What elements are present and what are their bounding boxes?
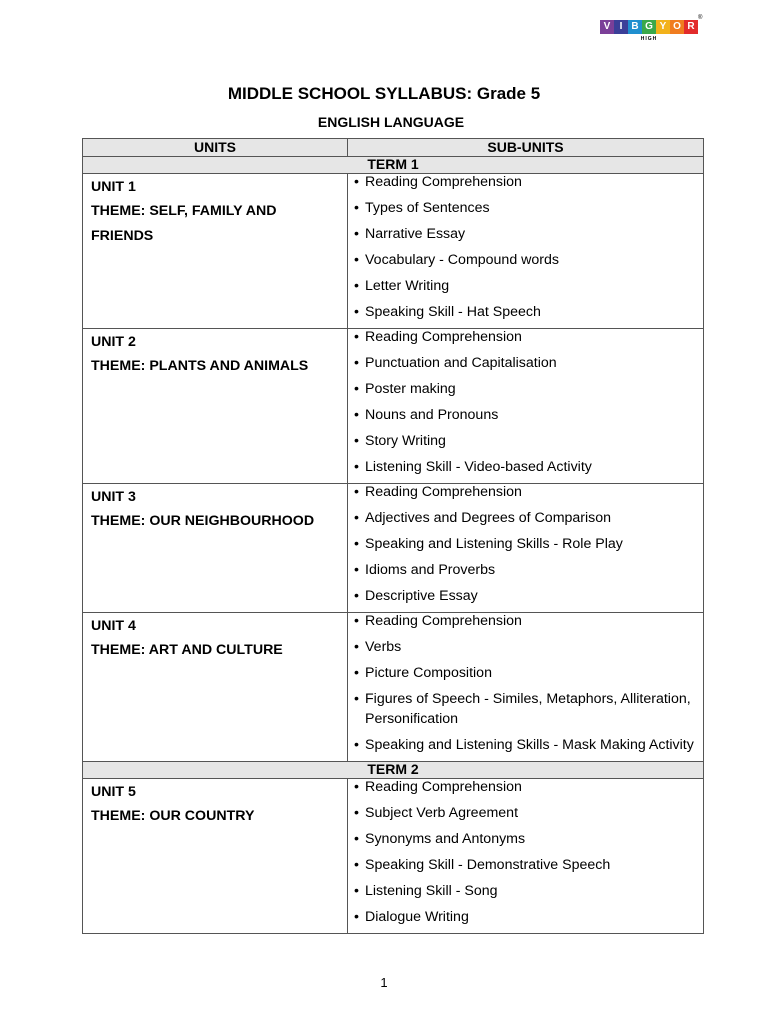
unit-theme: THEME: PLANTS AND ANIMALS bbox=[91, 358, 309, 374]
unit-cell bbox=[83, 779, 348, 934]
vibgyor-logo bbox=[600, 15, 703, 50]
unit-cell bbox=[83, 484, 348, 613]
unit-row bbox=[83, 484, 704, 613]
subunits-header: SUB-UNITS bbox=[348, 139, 704, 157]
unit-number: UNIT 4 bbox=[91, 618, 136, 634]
table-header-row bbox=[83, 139, 704, 157]
unit-number: UNIT 1 bbox=[91, 179, 136, 195]
unit-cell bbox=[83, 329, 348, 484]
logo-letter: I bbox=[614, 20, 628, 34]
page-title: MIDDLE SCHOOL SYLLABUS: Grade 5 bbox=[227, 84, 541, 103]
unit-number: UNIT 5 bbox=[91, 784, 136, 800]
subunits-cell bbox=[348, 613, 704, 762]
unit-row bbox=[83, 174, 704, 329]
subunit-item: • Adjectives and Degrees of Comparison bbox=[352, 508, 695, 528]
logo-letter: G bbox=[642, 20, 656, 34]
subunits-cell bbox=[348, 484, 704, 613]
subunit-item: • Types of Sentences bbox=[352, 198, 695, 218]
subunit-item: • Reading Comprehension bbox=[352, 611, 695, 631]
subunit-item: • Letter Writing bbox=[352, 276, 695, 296]
subunit-list bbox=[352, 777, 695, 927]
unit-row bbox=[83, 779, 704, 934]
subunit-item: • Idioms and Proverbs bbox=[352, 560, 695, 580]
subunit-item: • Synonyms and Antonyms bbox=[352, 829, 695, 849]
logo-letter: V bbox=[600, 20, 614, 34]
subject-heading: ENGLISH LANGUAGE bbox=[317, 114, 465, 130]
term-row bbox=[83, 157, 704, 174]
page-number: 1 bbox=[380, 975, 388, 990]
subunit-item: • Poster making bbox=[352, 379, 695, 399]
term-label: TERM 1 bbox=[83, 157, 704, 174]
subunits-cell bbox=[348, 174, 704, 329]
subunits-cell bbox=[348, 329, 704, 484]
subunit-item: • Reading Comprehension bbox=[352, 172, 695, 192]
subunit-item: • Dialogue Writing bbox=[352, 907, 695, 927]
subunit-list bbox=[352, 172, 695, 322]
unit-number: UNIT 2 bbox=[91, 334, 136, 350]
unit-theme: THEME: ART AND CULTURE bbox=[91, 642, 283, 658]
unit-number: UNIT 3 bbox=[91, 489, 136, 505]
logo-letter: B bbox=[628, 20, 642, 34]
syllabus-body bbox=[83, 157, 704, 934]
logo-subtitle: HIGH bbox=[640, 36, 658, 42]
unit-theme: THEME: SELF, FAMILY AND FRIENDS bbox=[91, 203, 277, 244]
subunit-list bbox=[352, 327, 695, 477]
term-row bbox=[83, 762, 704, 779]
registered-mark: ® bbox=[698, 15, 703, 21]
subunit-item: • Punctuation and Capitalisation bbox=[352, 353, 695, 373]
logo-letter: R bbox=[684, 20, 698, 34]
subunit-list bbox=[352, 482, 695, 606]
subunit-item: • Speaking Skill - Demonstrative Speech bbox=[352, 855, 695, 875]
subunit-item: • Verbs bbox=[352, 637, 695, 657]
subunit-item: • Figures of Speech - Similes, Metaphors, Alliteration, Personification bbox=[352, 689, 695, 729]
subunit-item: • Reading Comprehension bbox=[352, 482, 695, 502]
logo-letter: Y bbox=[656, 20, 670, 34]
subunit-item: • Reading Comprehension bbox=[352, 777, 695, 797]
subunit-item: • Listening Skill - Video-based Activity bbox=[352, 457, 695, 477]
subunit-list bbox=[352, 611, 695, 755]
subunit-item: • Narrative Essay bbox=[352, 224, 695, 244]
subunit-item: • Speaking Skill - Hat Speech bbox=[352, 302, 695, 322]
unit-row bbox=[83, 329, 704, 484]
subunit-item: • Listening Skill - Song bbox=[352, 881, 695, 901]
subunit-item: • Story Writing bbox=[352, 431, 695, 451]
unit-cell bbox=[83, 613, 348, 762]
unit-theme: THEME: OUR COUNTRY bbox=[91, 808, 255, 824]
subunit-item: • Speaking and Listening Skills - Mask Making Activity bbox=[352, 735, 695, 755]
subunit-item: • Nouns and Pronouns bbox=[352, 405, 695, 425]
unit-cell bbox=[83, 174, 348, 329]
subunit-item: • Subject Verb Agreement bbox=[352, 803, 695, 823]
subunit-item: • Descriptive Essay bbox=[352, 586, 695, 606]
logo-letters bbox=[600, 20, 700, 34]
subunits-cell bbox=[348, 779, 704, 934]
units-header: UNITS bbox=[83, 139, 348, 157]
syllabus-table bbox=[82, 138, 704, 934]
subunit-item: • Speaking and Listening Skills - Role Play bbox=[352, 534, 695, 554]
logo-letter: O bbox=[670, 20, 684, 34]
subunit-item: • Vocabulary - Compound words bbox=[352, 250, 695, 270]
term-label: TERM 2 bbox=[83, 762, 704, 779]
unit-theme: THEME: OUR NEIGHBOURHOOD bbox=[91, 513, 315, 529]
subunit-item: • Reading Comprehension bbox=[352, 327, 695, 347]
unit-row bbox=[83, 613, 704, 762]
subunit-item: • Picture Composition bbox=[352, 663, 695, 683]
